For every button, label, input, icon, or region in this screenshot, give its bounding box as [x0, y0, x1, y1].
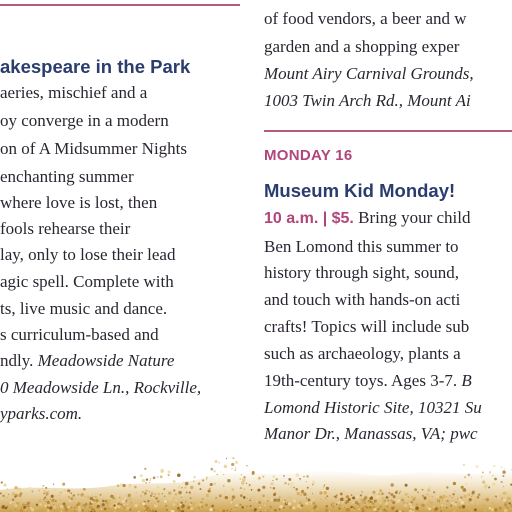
venue-text: Meadowside Nature — [37, 351, 175, 370]
description-line: ts, live music and dance. — [0, 299, 168, 318]
venue-line: 1003 Twin Arch Rd., Mount Ai — [264, 91, 471, 110]
description-line: oy converge in a modern — [0, 111, 169, 130]
description-line — [264, 207, 471, 230]
divider-rule — [0, 4, 240, 6]
description-line: lay, only to lose their lead — [0, 245, 176, 264]
description-line: of food vendors, a beer and w — [264, 9, 467, 28]
event-time-price: 10 a.m. | $5. — [264, 210, 354, 227]
description-line: garden and a shopping exper — [264, 37, 460, 56]
description-line: and touch with hands-on acti — [264, 290, 461, 309]
description-line: where love is lost, then — [0, 193, 158, 212]
divider-rule — [264, 130, 512, 132]
event-title: akespeare in the Park — [0, 56, 191, 77]
description-line: s curriculum-based and — [0, 325, 159, 344]
description-line: fools rehearse their — [0, 219, 131, 238]
description-text: ndly. — [0, 351, 38, 370]
venue-line: Lomond Historic Site, 10321 Su — [264, 398, 482, 417]
description-line: history through sight, sound, — [264, 263, 460, 282]
description-line: enchanting summer — [0, 167, 134, 186]
description-text: 19th-century toys. Ages 3-7. — [264, 371, 462, 390]
description-line: crafts! Topics will include sub — [264, 317, 470, 336]
description-line: aeries, mischief and a — [0, 83, 148, 102]
venue-line: yparks.com. — [0, 404, 83, 423]
description-line — [0, 350, 174, 372]
day-heading: MONDAY 16 — [264, 147, 353, 164]
description-line: such as archaeology, plants a — [264, 344, 461, 363]
description-text: Bring your child — [353, 208, 471, 227]
venue-text: B — [461, 371, 472, 390]
description-line — [264, 370, 472, 392]
gold-glitter-border — [0, 440, 512, 512]
venue-line: Manor Dr., Manassas, VA; pwc — [264, 424, 478, 443]
venue-line: 0 Meadowside Ln., Rockville, — [0, 378, 202, 397]
venue-line: Mount Airy Carnival Grounds, — [264, 64, 474, 83]
description-line: agic spell. Complete with — [0, 272, 174, 291]
description-line: Ben Lomond this summer to — [264, 237, 459, 256]
event-title: Museum Kid Monday! — [264, 180, 456, 201]
description-line: on of A Midsummer Nights — [0, 139, 188, 158]
